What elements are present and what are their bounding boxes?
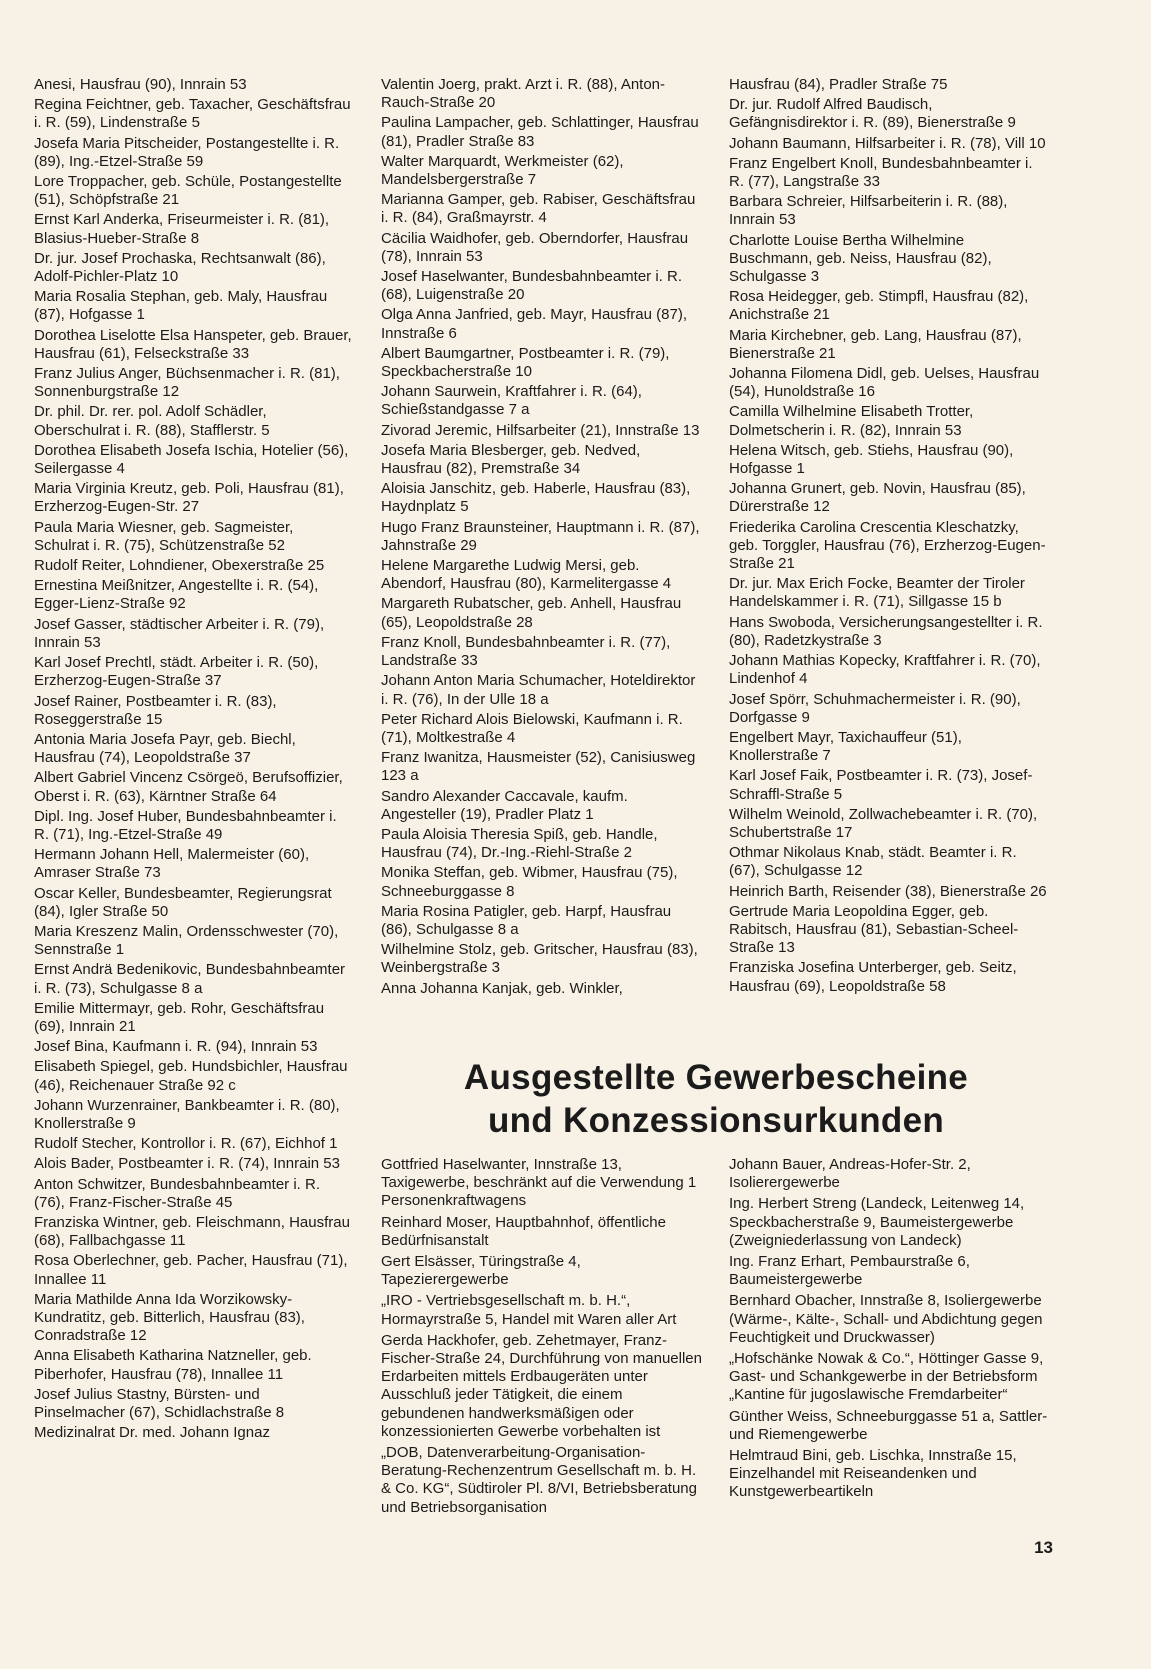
obituary-entry: Franziska Josefina Unterberger, geb. Seitz, Hausfrau (69), Leopoldstraße 58 [729,959,1017,995]
obituary-entry: Albert Baumgartner, Postbeamter i. R. (79), Speckbacherstraße 10 [381,344,670,381]
obituary-entry: Maria Mathilde Anna Ida Worzikowsky-Kundratitz, geb. Bitterlich, Hausfrau (83), Conradstraße 12 [34,1290,305,1345]
obituary-entry: Franz Engelbert Knoll, Bundesbahnbeamter i. R. (77), Langstraße 33 [729,154,1033,191]
license-column-2 [729,1156,1051,1505]
obituary-entry: Paula Maria Wiesner, geb. Sagmeister, Schulrat i. R. (75), Schützenstraße 52 [34,518,294,554]
license-entry: Günther Weiss, Schneeburggasse 51 a, Sattler- und Riemengewerbe [729,1407,1048,1443]
obituary-entry: Lore Troppacher, geb. Schüle, Postangestellte (51), Schöpfstraße 21 [34,173,342,209]
obituary-entry: Dorothea Elisabeth Josefa Ischia, Hotelier (56), Seilergasse 4 [34,441,349,478]
obituary-entry: Franz Julius Anger, Büchsenmacher i. R. (81), Sonnenburgstraße 12 [34,365,340,401]
obituary-entry: Josefa Maria Pitscheider, Postangestellte i. R. (89), Ing.-Etzel-Straße 59 [34,134,340,170]
obituary-entry: Oscar Keller, Bundesbeamter, Regierungsrat (84), Igler Straße 50 [34,884,332,920]
obituary-entry: Johann Mathias Kopecky, Kraftfahrer i. R. (70), Lindenhof 4 [729,652,1041,688]
obituary-entry: Marianna Gamper, geb. Rabiser, Geschäftsfrau i. R. (84), Graßmayrstr. 4 [381,191,696,227]
obituary-entry: Hans Swoboda, Versicherungsangestellter i. R. (80), Radetzkystraße 3 [729,613,1043,649]
obituary-entry: Maria Kirchebner, geb. Lang, Hausfrau (87), Bienerstraße 21 [729,326,1022,362]
obituary-entry: Dr. phil. Dr. rer. pol. Adolf Schädler, Oberschulrat i. R. (88), Stafflerstr. 5 [34,403,270,439]
obituary-entry: Paulina Lampacher, geb. Schlattinger, Hausfrau (81), Pradler Straße 83 [381,114,699,150]
obituary-entry: Ernst Karl Anderka, Friseurmeister i. R. (81), Blasius-Hueber-Straße 8 [34,211,330,247]
obituary-entry: Dipl. Ing. Josef Huber, Bundesbahnbeamter i. R. (71), Ing.-Etzel-Straße 49 [34,807,337,843]
section-heading-line-2: und Konzessionsurkunden [487,1101,945,1140]
obituary-entry: Paula Aloisia Theresia Spiß, geb. Handle, Hausfrau (74), Dr.-Ing.-Riehl-Straße 2 [381,825,658,862]
obituary-entry: Albert Gabriel Vincenz Csörgeö, Berufsoffizier, Oberst i. R. (63), Kärntner Straße 64 [34,769,343,805]
obituary-entry: Margareth Rubatscher, geb. Anhell, Hausfrau (65), Leopoldstraße 28 [381,595,682,631]
obituary-entry: Dr. jur. Max Erich Focke, Beamter der Tiroler Handelskammer i. R. (71), Sillgasse 15 b [729,575,1025,611]
license-entry: Gerda Hackhofer, geb. Zehetmayer, Franz-Fischer-Straße 24, Durchführung von manuellen Erdarbeiten mittels Erdbaugeräten unter Ausschluß jeder Tätigkeit, die einem gebundenen handwerksmäßigen oder konzessionierten Gewerbe vorbehalten ist [381,1331,702,1440]
license-entry: „IRO - Vertriebsgesellschaft m. b. H.“, Hormayrstraße 5, Handel mit Waren aller Art [381,1292,677,1328]
obituary-entry: Valentin Joerg, prakt. Arzt i. R. (88), Anton-Rauch-Straße 20 [381,76,666,112]
obituary-entry: Wilhelmine Stolz, geb. Gritscher, Hausfrau (83), Weinbergstraße 3 [381,941,698,977]
obituary-entry: Anton Schwitzer, Bundesbahnbeamter i. R. (76), Franz-Fischer-Straße 45 [34,1175,320,1211]
obituary-column-3 [729,76,1051,998]
obituary-entry: Dorothea Liselotte Elsa Hanspeter, geb. Brauer, Hausfrau (61), Felseckstraße 33 [34,326,352,362]
obituary-entry: Josef Rainer, Postbeamter i. R. (83), Roseggerstraße 15 [34,692,277,728]
obituary-entry: Josef Spörr, Schuhmachermeister i. R. (90), Dorfgasse 9 [729,690,1021,726]
obituary-entry: Ernst Andrä Bedenikovic, Bundesbahnbeamter i. R. (73), Schulgasse 8 a [34,961,346,997]
obituary-entry: Josef Bina, Kaufmann i. R. (94), Innrain 53 [34,1038,318,1056]
obituary-entry: Dr. jur. Josef Prochaska, Rechtsanwalt (86), Adolf-Pichler-Platz 10 [34,249,326,286]
obituary-entry: Olga Anna Janfried, geb. Mayr, Hausfrau (87), Innstraße 6 [381,306,687,342]
license-entry: Bernhard Obacher, Innstraße 8, Isoliergewerbe (Wärme-, Kälte-, Schall- und Abdichtung gegen Feuchtigkeit und Druckwasser) [729,1292,1043,1346]
obituary-entry: Anna Elisabeth Katharina Natzneller, geb. Piberhofer, Hausfrau (78), Innallee 11 [34,1347,312,1383]
obituary-entry: Antonia Maria Josefa Payr, geb. Biechl, Hausfrau (74), Leopoldstraße 37 [34,730,296,767]
obituary-entry: Medizinalrat Dr. med. Johann Ignaz [34,1424,270,1442]
obituary-entry: Anna Johanna Kanjak, geb. Winkler, [381,979,623,997]
obituary-entry: Aloisia Janschitz, geb. Haberle, Hausfrau (83), Haydnplatz 5 [381,480,691,516]
obituary-entry: Othmar Nikolaus Knab, städt. Beamter i. R. (67), Schulgasse 12 [729,844,1017,880]
obituary-entry: Helena Witsch, geb. Stiehs, Hausfrau (90), Hofgasse 1 [729,441,1014,478]
license-entry: „Hofschänke Nowak & Co.“, Höttinger Gasse 9, Gast- und Schankgewerbe in der Betriebsform „Kantine für jugoslawische Fremdarbeiter“ [729,1350,1044,1404]
obituary-entry: Alois Bader, Postbeamter i. R. (74), Innrain 53 [34,1155,340,1173]
obituary-entry: Franz Iwanitza, Hausmeister (52), Canisiusweg 123 a [381,749,696,785]
obituary-entry: Maria Rosina Patigler, geb. Harpf, Hausfrau (86), Schulgasse 8 a [381,902,672,938]
obituary-entry: Johann Anton Maria Schumacher, Hoteldirektor i. R. (76), In der Ulle 18 a [381,672,696,708]
obituary-entry: Rosa Heidegger, geb. Stimpfl, Hausfrau (82), Anichstraße 21 [729,288,1029,324]
obituary-entry: Josef Haselwanter, Bundesbahnbeamter i. R. (68), Luigenstraße 20 [381,268,683,304]
obituary-entry: Maria Rosalia Stephan, geb. Maly, Hausfrau (87), Hofgasse 1 [34,288,328,324]
obituary-entry: Karl Josef Prechtl, städt. Arbeiter i. R. (50), Erzherzog-Eugen-Straße 37 [34,654,319,690]
obituary-entry: Regina Feichtner, geb. Taxacher, Geschäftsfrau i. R. (59), Lindenstraße 5 [34,96,351,132]
license-entry: Gert Elsässer, Türingstraße 4, Tapezierergewerbe [381,1253,581,1289]
obituary-entry: Barbara Schreier, Hilfsarbeiterin i. R. (88), Innrain 53 [729,193,1008,229]
obituary-column-1 [34,76,352,1444]
page-number: 13 [1034,1538,1053,1557]
obituary-entry: Monika Steffan, geb. Wibmer, Hausfrau (75), Schneeburggasse 8 [381,864,678,900]
obituary-entry: Gertrude Maria Leopoldina Egger, geb. Rabitsch, Hausfrau (81), Sebastian-Scheel-Straße 13 [729,902,1019,957]
obituary-entry: Camilla Wilhelmine Elisabeth Trotter, Dolmetscherin i. R. (82), Innrain 53 [729,403,974,439]
license-entry: „DOB, Datenverarbeitung-Organisation-Beratung-Rechenzentrum Gesellschaft m. b. H. & Co. KG“, Südtiroler Pl. 8/VI, Betriebsberatung und Betriebsorganisation [381,1444,697,1516]
license-column-1 [381,1156,704,1520]
obituary-entry: Peter Richard Alois Bielowski, Kaufmann i. R. (71), Moltkestraße 4 [381,710,683,746]
obituary-entry: Franziska Wintner, geb. Fleischmann, Hausfrau (68), Fallbachgasse 11 [34,1213,350,1250]
obituary-entry: Friederika Carolina Crescentia Kleschatzky, geb. Torggler, Hausfrau (76), Erzherzog-Eugen-Straße 21 [729,518,1046,573]
license-entry: Ing. Herbert Streng (Landeck, Leitenweg 14, Speckbacherstraße 9, Baumeistergewerbe (Zweigniederlassung von Landeck) [729,1195,1025,1249]
obituary-entry: Johanna Filomena Didl, geb. Uelses, Hausfrau (54), Hunoldstraße 16 [729,365,1040,401]
obituary-entry: Heinrich Barth, Reisender (38), Bienerstraße 26 [729,882,1047,900]
obituary-entry: Hausfrau (84), Pradler Straße 75 [729,76,948,93]
obituary-entry: Emilie Mittermayr, geb. Rohr, Geschäftsfrau (69), Innrain 21 [34,999,325,1035]
obituary-entry: Johanna Grunert, geb. Novin, Hausfrau (85), Dürerstraße 12 [729,480,1026,516]
obituary-entry: Johann Baumann, Hilfsarbeiter i. R. (78), Vill 10 [729,134,1046,152]
obituary-entry: Maria Kreszenz Malin, Ordensschwester (70), Sennstraße 1 [34,922,339,959]
obituary-entry: Zivorad Jeremic, Hilfsarbeiter (21), Innstraße 13 [381,421,700,439]
obituary-entry: Sandro Alexander Caccavale, kaufm. Angesteller (19), Pradler Platz 1 [381,787,628,823]
obituary-entry: Rudolf Stecher, Kontrollor i. R. (67), Eichhof 1 [34,1135,338,1153]
obituary-entry: Johann Wurzenrainer, Bankbeamter i. R. (80), Knollerstraße 9 [34,1096,340,1132]
obituary-entry: Walter Marquardt, Werkmeister (62), Mandelsbergerstraße 7 [381,152,624,189]
obituary-entry: Josefa Maria Blesberger, geb. Nedved, Hausfrau (82), Premstraße 34 [381,441,641,478]
obituary-entry: Rosa Oberlechner, geb. Pacher, Hausfrau (71), Innallee 11 [34,1252,348,1288]
obituary-entry: Rudolf Reiter, Lohndiener, Obexerstraße 25 [34,557,325,575]
obituary-entry: Charlotte Louise Bertha Wilhelmine Buschmann, geb. Neiss, Hausfrau (82), Schulgasse 3 [729,231,992,286]
obituary-entry: Franz Knoll, Bundesbahnbeamter i. R. (77), Landstraße 33 [381,633,671,670]
obituary-entry: Josef Julius Stastny, Bürsten- und Pinselmacher (67), Schidlachstraße 8 [34,1385,285,1422]
obituary-entry: Engelbert Mayr, Taxichauffeur (51), Knollerstraße 7 [729,728,962,765]
section-heading-line-1: Ausgestellte Gewerbescheine [463,1058,969,1097]
obituary-entry: Karl Josef Faik, Postbeamter i. R. (73), Josef-Schraffl-Straße 5 [729,767,1033,803]
license-entry: Ing. Franz Erhart, Pembaurstraße 6, Baumeistergewerbe [729,1253,970,1289]
license-entry: Reinhard Moser, Hauptbahnhof, öffentliche Bedürfnisanstalt [381,1213,666,1249]
obituary-entry: Maria Virginia Kreutz, geb. Poli, Hausfrau (81), Erzherzog-Eugen-Str. 27 [34,480,344,516]
obituary-entry: Josef Gasser, städtischer Arbeiter i. R. (79), Innrain 53 [34,615,325,651]
obituary-entry: Dr. jur. Rudolf Alfred Baudisch, Gefängnisdirektor i. R. (89), Bienerstraße 9 [729,96,1016,132]
obituary-entry: Ernestina Meißnitzer, Angestellte i. R. (54), Egger-Lienz-Straße 92 [34,577,319,613]
section-heading [381,1056,1051,1142]
obituary-entry: Hermann Johann Hell, Malermeister (60), Amraser Straße 73 [34,846,310,882]
obituary-entry: Helene Margarethe Ludwig Mersi, geb. Abendorf, Hausfrau (80), Karmelitergasse 4 [381,557,672,593]
obituary-column-2 [381,76,704,1000]
obituary-entry: Elisabeth Spiegel, geb. Hundsbichler, Hausfrau (46), Reichenauer Straße 92 c [34,1058,348,1094]
obituary-entry: Hugo Franz Braunsteiner, Hauptmann i. R. (87), Jahnstraße 29 [381,518,700,554]
obituary-entry: Anesi, Hausfrau (90), Innrain 53 [34,76,247,93]
license-entry: Johann Bauer, Andreas-Hofer-Str. 2, Isolierergewerbe [729,1156,971,1192]
obituary-entry: Johann Saurwein, Kraftfahrer i. R. (64), Schießstandgasse 7 a [381,383,642,419]
obituary-entry: Wilhelm Weinold, Zollwachebeamter i. R. (70), Schubertstraße 17 [729,805,1038,841]
license-entry: Helmtraud Bini, geb. Lischka, Innstraße 15, Einzelhandel mit Reiseandenken und Kunstgewerbeartikeln [729,1447,1017,1501]
obituary-entry: Cäcilia Waidhofer, geb. Oberndorfer, Hausfrau (78), Innrain 53 [381,229,689,265]
license-entry: Gottfried Haselwanter, Innstraße 13, Taxigewerbe, beschränkt auf die Verwendung 1 Personenkraftwagens [381,1156,697,1210]
